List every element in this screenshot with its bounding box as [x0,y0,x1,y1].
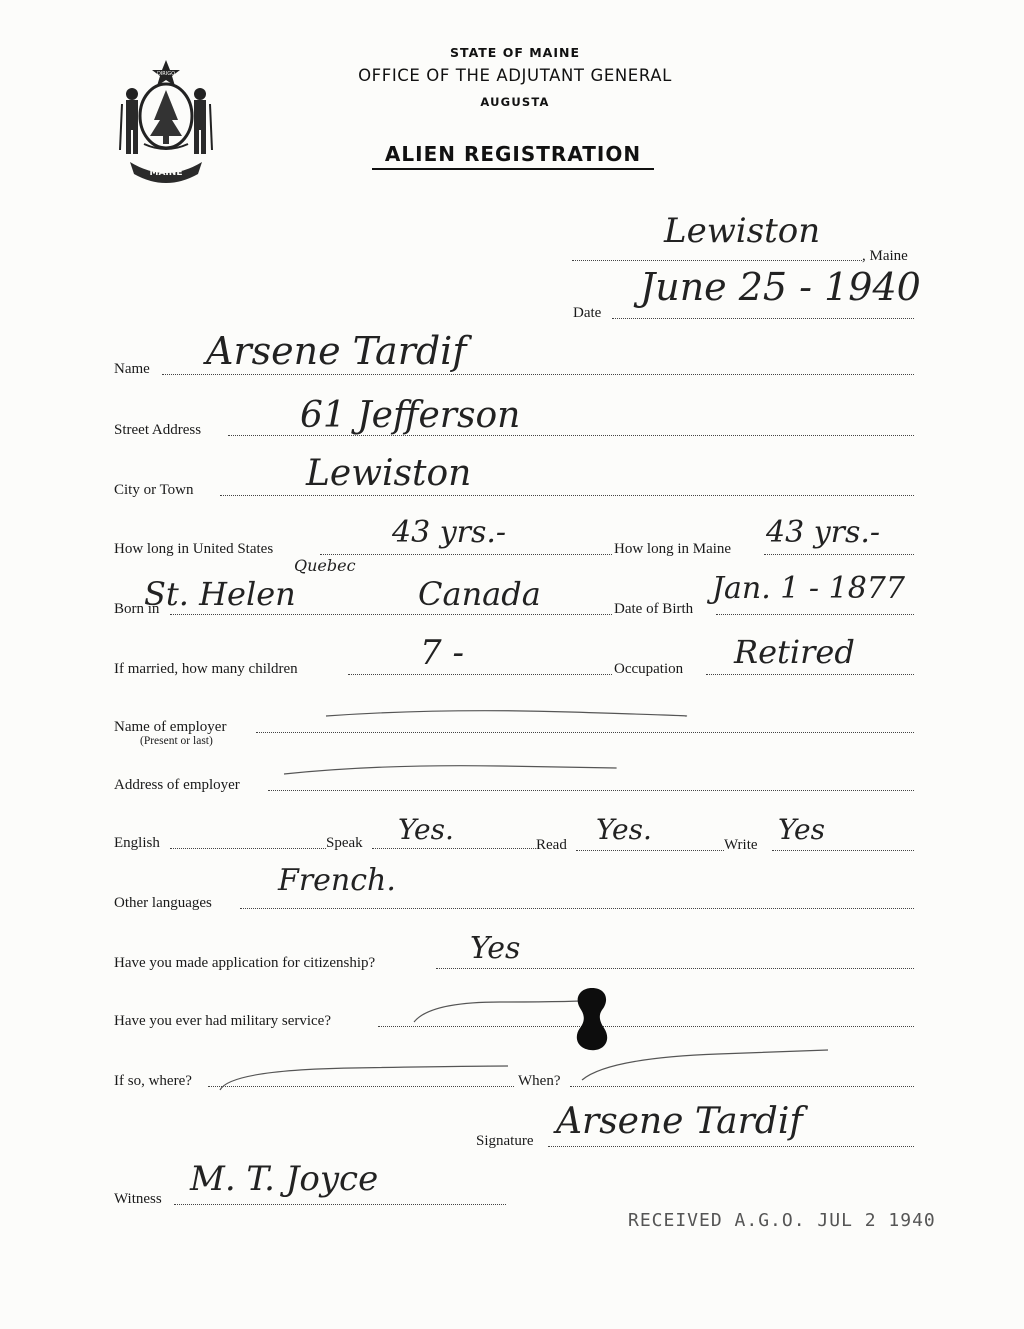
citizenship-label: Have you made application for citizenship? [114,955,376,971]
employer-address-dash-mark [280,760,620,780]
date-of-birth-label: Date of Birth [614,601,694,617]
children-line [348,674,612,675]
place-value: Lewiston [664,211,821,251]
office-heading: OFFICE OF THE ADJUTANT GENERAL [358,66,672,85]
write-value: Yes [778,813,825,846]
write-line [772,850,914,851]
occupation-label: Occupation [614,661,684,677]
when-line [570,1086,914,1087]
street-address-value: 61 Jefferson [300,395,521,436]
read-value: Yes. [596,813,652,846]
street-address-label: Street Address [114,422,202,438]
city-label: City or Town [114,482,194,498]
born-province-value: Quebec [294,556,356,575]
other-languages-value: French. [278,863,396,898]
speak-value: Yes. [398,813,454,846]
occupation-value: Retired [734,633,855,671]
how-long-us-label: How long in United States [114,541,274,557]
date-of-birth-value: Jan. 1 - 1877 [712,571,905,606]
svg-text:DIRIGO: DIRIGO [156,71,176,77]
name-value: Arsene Tardif [206,329,467,373]
military-line [378,1026,914,1027]
children-label: If married, how many children [114,661,298,677]
city-heading: AUGUSTA [480,95,550,109]
employer-label: Name of employer [114,719,227,735]
citizenship-value: Yes [470,931,521,966]
where-dash-mark [212,1060,512,1096]
date-line [612,318,914,319]
name-label: Name [114,361,150,377]
date-label: Date [573,305,602,321]
maine-label: , Maine [862,248,908,264]
employer-address-line [268,790,914,791]
when-label: When? [518,1073,561,1089]
occupation-line [706,674,914,675]
speak-line [372,848,536,849]
speak-label: Speak [326,835,363,851]
other-languages-line [240,908,914,909]
signature-label: Signature [476,1133,534,1149]
military-label: Have you ever had military service? [114,1013,331,1029]
signature-value: Arsene Tardif [556,1101,803,1142]
read-label: Read [536,837,567,853]
english-line [170,848,326,849]
children-value: 7 - [420,633,464,673]
how-long-maine-line [764,554,914,555]
born-place-value: St. Helen [144,575,296,613]
signature-line [548,1146,914,1147]
state-heading: STATE OF MAINE [450,45,580,60]
how-long-us-value: 43 yrs.- [392,515,507,550]
citizenship-line [436,968,914,969]
date-of-birth-line [716,614,914,615]
name-line [162,374,914,375]
how-long-maine-value: 43 yrs.- [766,515,881,550]
city-line [220,495,914,496]
read-line [576,850,724,851]
born-in-line [170,614,612,615]
other-languages-label: Other languages [114,895,212,911]
city-value: Lewiston [306,453,472,494]
date-value: June 25 - 1940 [640,265,921,309]
witness-line [174,1204,506,1205]
how-long-us-line [320,554,612,555]
born-country-value: Canada [418,575,541,613]
title-underline [372,168,654,170]
present-or-last-note: (Present or last) [140,735,213,747]
witness-value: M. T. Joyce [190,1159,379,1199]
how-long-maine-label: How long in Maine [614,541,732,557]
where-label: If so, where? [114,1073,192,1089]
when-dash-mark [578,1044,832,1084]
employer-address-label: Address of employer [114,777,240,793]
svg-text:MAINE: MAINE [149,168,183,178]
employer-line [256,732,914,733]
english-label: English [114,835,160,851]
employer-dash-mark [320,704,690,724]
place-line [572,260,862,261]
form-title: ALIEN REGISTRATION [384,142,642,166]
received-stamp: RECEIVED A.G.O. JUL 2 1940 [628,1210,936,1231]
write-label: Write [724,837,758,853]
witness-label: Witness [114,1191,162,1207]
born-in-label: Born in [114,601,160,617]
